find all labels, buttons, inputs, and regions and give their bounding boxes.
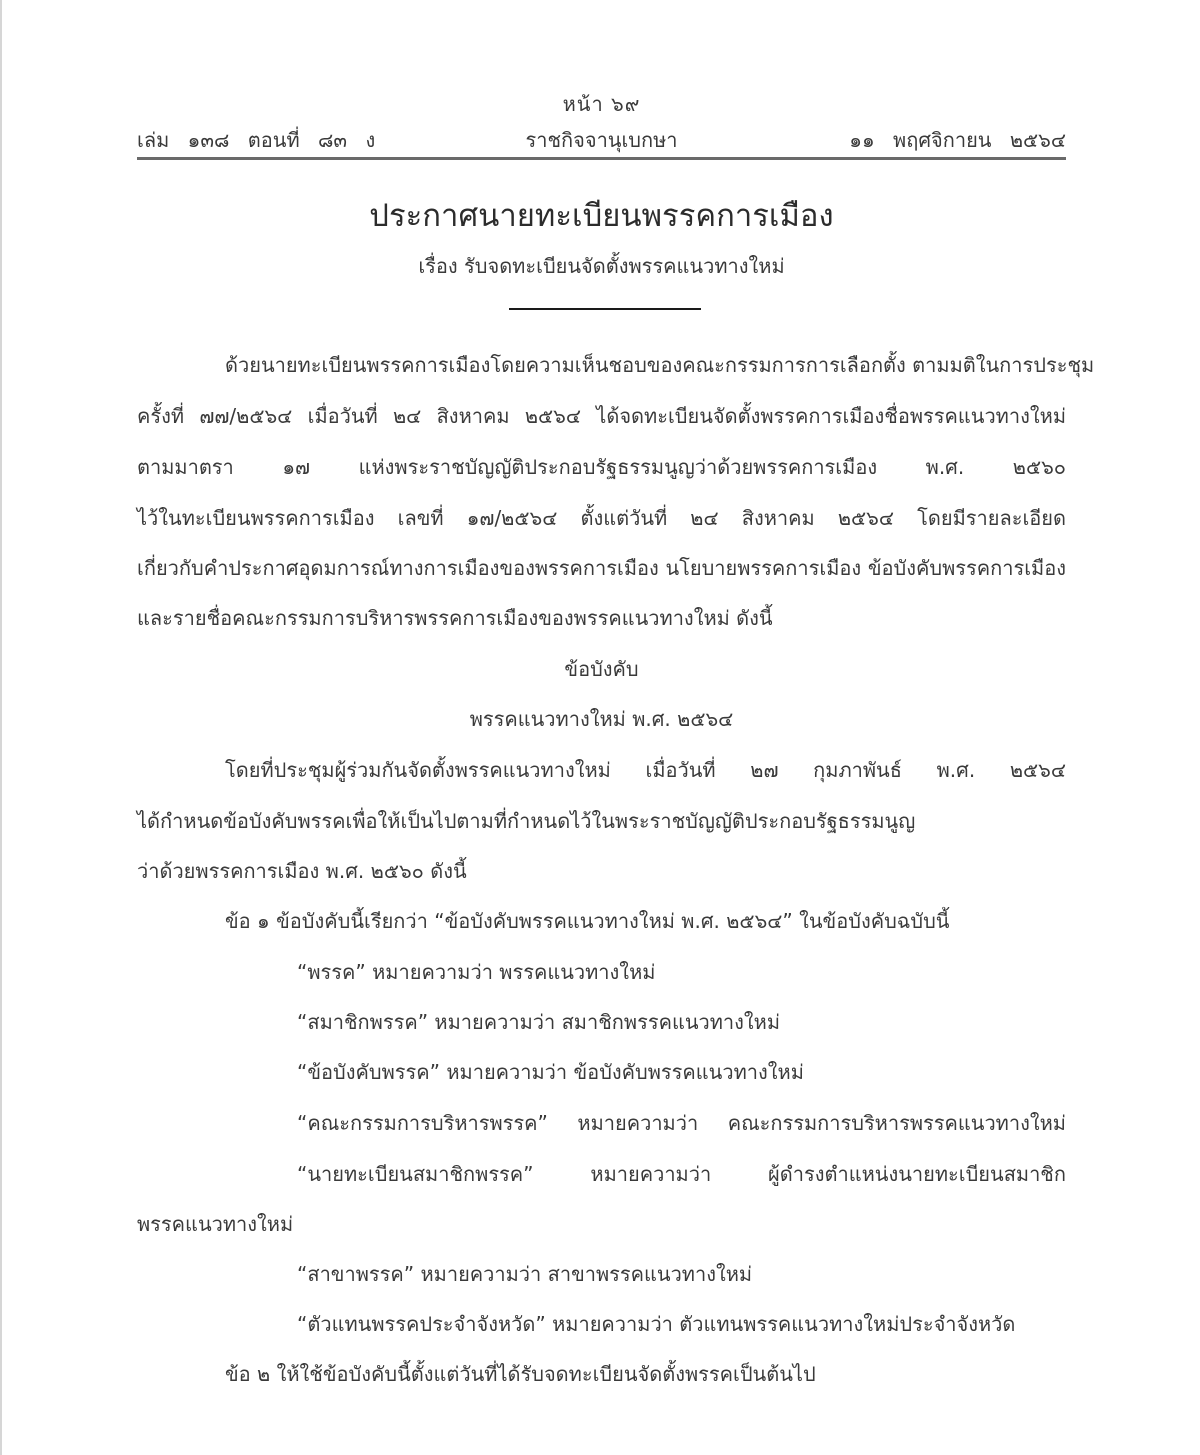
- document-subject: เรื่อง รับจดทะเบียนจัดตั้งพรรคแนวทางใหม่: [418, 254, 785, 278]
- definition-executive-committee: “คณะกรรมการบริหารพรรค” หมายความว่า คณะกรรมการบริหารพรรคแนวทางใหม่: [297, 1111, 1066, 1135]
- clause-1: ข้อ ๑ ข้อบังคับนี้เรียกว่า “ข้อบังคับพรรคแนวทางใหม่ พ.ศ. ๒๕๖๔” ในข้อบังคับฉบับนี้: [225, 909, 950, 933]
- regulation-intro-line: ได้กำหนดข้อบังคับพรรคเพื่อให้เป็นไปตามที่กำหนดไว้ในพระราชบัญญัติประกอบรัฐธรรมนูญ: [137, 809, 916, 833]
- preamble-line: และรายชื่อคณะกรรมการบริหารพรรคการเมืองของพรรคแนวทางใหม่ ดังนี้: [137, 606, 773, 630]
- preamble-line: ด้วยนายทะเบียนพรรคการเมืองโดยความเห็นชอบของคณะกรรมการการเลือกตั้ง ตามมติในการประชุม: [225, 353, 1095, 377]
- regulation-subheading: พรรคแนวทางใหม่ พ.ศ. ๒๕๖๔: [469, 707, 734, 731]
- preamble-line: ตามมาตรา ๑๗ แห่งพระราชบัญญัติประกอบรัฐธรรมนูญว่าด้วยพรรคการเมือง พ.ศ. ๒๕๖๐: [137, 455, 1066, 479]
- volume-issue: เล่ม ๑๓๘ ตอนที่ ๘๓ ง: [137, 128, 376, 152]
- preamble-line: ไว้ในทะเบียนพรรคการเมือง เลขที่ ๑๗/๒๕๖๔ ตั้งแต่วันที่ ๒๔ สิงหาคม ๒๕๖๔ โดยมีรายละเอียด: [137, 506, 1066, 530]
- regulation-heading: ข้อบังคับ: [564, 657, 639, 681]
- definition-member: “สมาชิกพรรค” หมายความว่า สมาชิกพรรคแนวทางใหม่: [297, 1010, 781, 1034]
- clause-2: ข้อ ๒ ให้ใช้ข้อบังคับนี้ตั้งแต่วันที่ได้รับจดทะเบียนจัดตั้งพรรคเป็นต้นไป: [225, 1362, 816, 1386]
- preamble-line: ครั้งที่ ๗๗/๒๕๖๔ เมื่อวันที่ ๒๔ สิงหาคม ๒๕๖๔ ได้จดทะเบียนจัดตั้งพรรคการเมืองชื่อพรรคแนวทางใหม่: [137, 404, 1066, 428]
- gazette-header: [137, 124, 1066, 154]
- title-divider: [509, 308, 701, 310]
- definition-registrar-cont: พรรคแนวทางใหม่: [137, 1212, 294, 1236]
- definition-party: “พรรค” หมายความว่า พรรคแนวทางใหม่: [297, 960, 656, 984]
- document-title: ประกาศนายทะเบียนพรรคการเมือง: [369, 198, 834, 234]
- page-border: [0, 0, 2, 1455]
- regulation-intro-line: โดยที่ประชุมผู้ร่วมกันจัดตั้งพรรคแนวทางใหม่ เมื่อวันที่ ๒๗ กุมภาพันธ์ พ.ศ. ๒๕๖๔: [225, 758, 1066, 782]
- header-divider: [137, 157, 1066, 160]
- definition-provincial-rep: “ตัวแทนพรรคประจำจังหวัด” หมายความว่า ตัวแทนพรรคแนวทางใหม่ประจำจังหวัด: [297, 1312, 1016, 1336]
- preamble-line: เกี่ยวกับคำประกาศอุดมการณ์ทางการเมืองของพรรคการเมือง นโยบายพรรคการเมือง ข้อบังคับพรรคการเมือง: [137, 556, 1066, 580]
- definition-regulation: “ข้อบังคับพรรค” หมายความว่า ข้อบังคับพรรคแนวทางใหม่: [297, 1060, 804, 1084]
- definition-registrar: “นายทะเบียนสมาชิกพรรค” หมายความว่า ผู้ดำรงตำแหน่งนายทะเบียนสมาชิก: [297, 1162, 1066, 1186]
- publication-date: ๑๑ พฤศจิกายน ๒๕๖๔: [849, 128, 1066, 152]
- regulation-intro-line: ว่าด้วยพรรคการเมือง พ.ศ. ๒๕๖๐ ดังนี้: [137, 859, 467, 883]
- definition-branch: “สาขาพรรค” หมายความว่า สาขาพรรคแนวทางใหม่: [297, 1262, 753, 1286]
- publication-name: ราชกิจจานุเบกษา: [525, 128, 678, 152]
- page-number: หน้า ๖๙: [562, 92, 641, 116]
